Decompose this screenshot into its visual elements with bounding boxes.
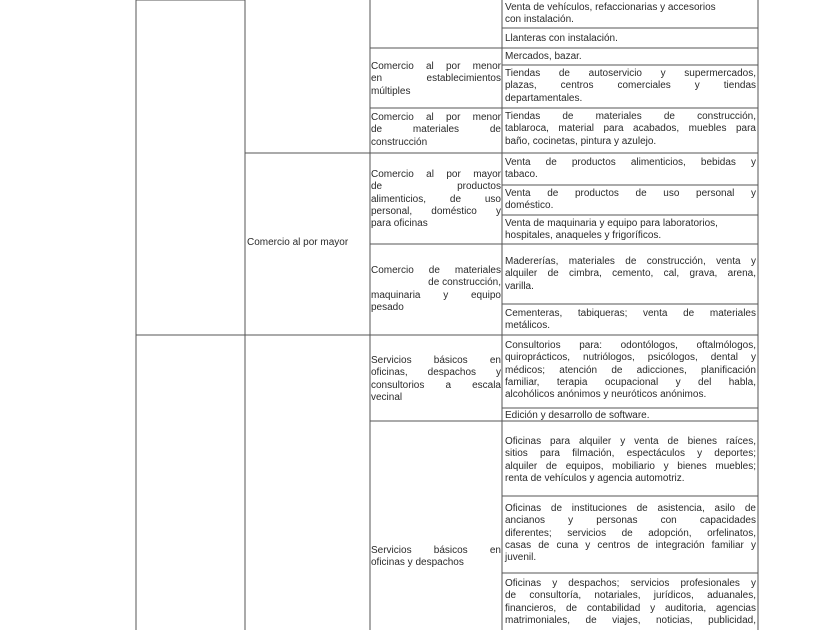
text-line: renta de vehículos y agencia automotriz. <box>505 472 685 484</box>
text-line: de consultoría, notariales, jurídicos, aduanales, <box>505 590 756 602</box>
text-line: varilla. <box>505 280 534 292</box>
text-line: Mercados, bazar. <box>505 51 582 62</box>
text-line: Tiendas de autoservicio y supermercados, <box>505 68 756 79</box>
item-mercados <box>505 51 756 63</box>
text-line: Consultorios para: odontólogos, oftalmólogos, <box>505 340 756 351</box>
text-line: casas de cuna y centros de integración familiar y <box>505 539 756 551</box>
text-line: múltiples <box>371 85 411 97</box>
item-materiales <box>505 111 756 148</box>
text-line: Edición y desarrollo de software. <box>505 410 650 421</box>
text-line: consultorios a escala <box>371 379 501 391</box>
text-line: baño, cocinetas, pintura y azulejo. <box>505 135 657 147</box>
text-line: Madererías, materiales de construcción, venta y <box>505 256 756 267</box>
item-asistencia <box>505 503 756 564</box>
text-line: Servicios básicos en <box>371 545 501 556</box>
text-line: oficinas y despachos <box>371 557 464 569</box>
text-line: Comercio al por menor <box>371 112 501 123</box>
text-line: hospitales, anaqueles y frigoríficos. <box>505 230 662 242</box>
item-software <box>505 410 756 422</box>
text-line: para oficinas <box>371 218 428 230</box>
text-line: con instalación. <box>505 14 574 26</box>
subcategory-mayor-construccion <box>371 265 501 314</box>
item-alquiler <box>505 436 756 485</box>
text-line: Tiendas de materiales de construcción, <box>505 111 756 122</box>
text-line: de productos <box>371 181 501 193</box>
text-line: Venta de vehículos, refaccionarias y accesorios <box>505 2 716 13</box>
text-line: vecinal <box>371 391 403 403</box>
text-line: matrimoniales, de viajes, noticias, publicidad, <box>505 614 756 626</box>
text-line: quiroprácticos, nutriólogos, psicólogos, dental y <box>505 352 756 364</box>
item-alimenticios <box>505 157 756 182</box>
text-line: Cementeras, tabiqueras; venta de materiales <box>505 308 756 319</box>
text-line: alimenticios, de uso <box>371 193 501 205</box>
subcategory-servicios-vecinal <box>371 355 501 404</box>
text-line: diferentes; servicios de adopción, orfelinatos, <box>505 527 756 539</box>
text-line: familiar, terapia ocupacional y del habla, <box>505 376 756 388</box>
text-line: oficinas, despachos y <box>371 367 501 379</box>
text-line: Venta de productos de uso personal y <box>505 188 756 199</box>
text-line: Oficinas y despachos; servicios profesionales y <box>505 578 756 589</box>
text-line: de construcción, <box>428 277 501 289</box>
text-line: alquiler de equipos, mobiliario y bienes muebles; <box>505 460 756 472</box>
item-autoservicio <box>505 68 756 105</box>
subcategory-mayor-alimenticios <box>371 169 501 230</box>
item-consultorios <box>505 340 756 401</box>
item-despachos <box>505 578 756 627</box>
subcategory-menor-multiples <box>371 61 501 98</box>
subcategory-menor-materiales <box>371 112 501 149</box>
text-line: alquiler de cimbra, cemento, cal, grava, arena, <box>505 268 756 280</box>
text-line: tablaroca, material para acabados, muebles para <box>505 123 756 135</box>
text-line: Comercio al por menor <box>371 61 501 72</box>
text-line: metálicos. <box>505 320 551 332</box>
text-line: de materiales de <box>371 124 501 136</box>
text-line: personal, doméstico y <box>371 205 501 217</box>
item-vehiculos <box>505 2 756 27</box>
text-line: sitios para filmación, espectáculos y deportes; <box>505 448 756 460</box>
text-line: Oficinas de instituciones de asistencia, asilo de <box>505 503 756 514</box>
text-line: médicos; atención de adicciones, planificación <box>505 364 756 376</box>
item-maquinaria-lab <box>505 218 756 243</box>
text-line: Comercio al por mayor <box>371 169 501 180</box>
text-line: Oficinas para alquiler y venta de bienes raíces, <box>505 436 756 447</box>
text-line: pesado <box>371 301 404 313</box>
text-line: en establecimientos <box>371 73 501 85</box>
item-cementeras <box>505 308 756 333</box>
category-comercio-mayor <box>247 237 369 249</box>
text-line: construcción <box>371 136 428 148</box>
text-line: financieros, de contabilidad y auditoria, agencias <box>505 602 756 614</box>
text-line: maquinaria y equipo <box>371 289 501 301</box>
text-line: departamentales. <box>505 92 583 104</box>
text-line: Venta de maquinaria y equipo para laboratorios, <box>505 218 718 229</box>
item-llanteras <box>505 33 756 45</box>
text-line: plazas, centros comerciales y tiendas <box>505 80 756 92</box>
text-line: alcohólicos anónimos y neuróticos anónimos. <box>505 389 707 401</box>
text-line: Venta de productos alimenticios, bebidas y <box>505 157 756 168</box>
category-label: Comercio al por mayor <box>247 237 349 248</box>
text-line: Servicios básicos en <box>371 355 501 366</box>
text-line: doméstico. <box>505 200 554 212</box>
item-madererias <box>505 256 756 293</box>
text-line: juvenil. <box>505 552 537 564</box>
item-uso-personal <box>505 188 756 213</box>
text-line: ancianos y personas con capacidades <box>505 515 756 527</box>
text-line: Llanteras con instalación. <box>505 33 618 44</box>
text-line: tabaco. <box>505 169 538 181</box>
text-line: Comercio de materiales <box>371 265 501 276</box>
subcategory-servicios-oficinas <box>371 545 501 570</box>
